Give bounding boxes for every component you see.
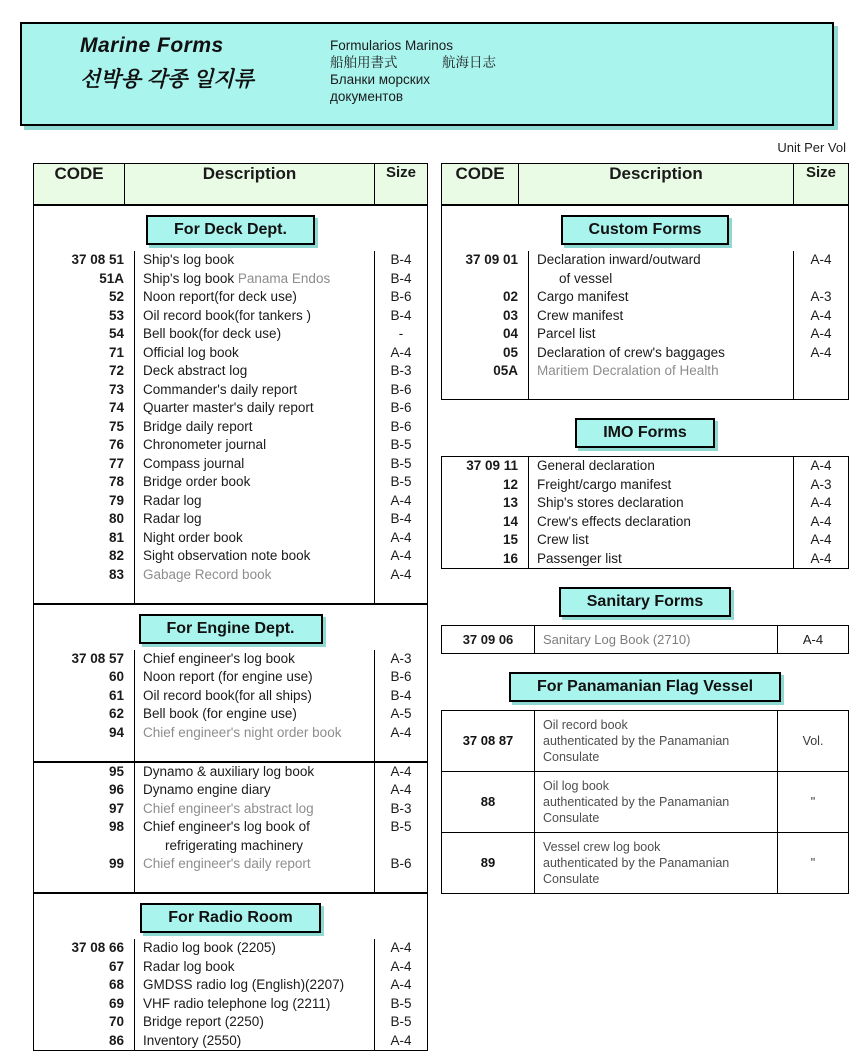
row-code: 61 — [108, 687, 124, 703]
row-size: " — [778, 833, 849, 894]
row-size: B-4 — [375, 510, 428, 529]
table-row — [34, 381, 427, 400]
row-desc-line1: Chief engineer's log book of — [143, 819, 310, 834]
row-desc: Ship's log book Panama Endos — [135, 270, 375, 289]
row-code: 70 — [108, 1014, 124, 1029]
row-desc: Bridge daily report — [135, 418, 375, 437]
table-row — [34, 399, 427, 418]
row-code: 81 — [108, 529, 124, 545]
row-desc: Sight observation note book — [135, 547, 375, 566]
row-size: A-3 — [794, 476, 849, 495]
row-desc-line1: Vessel crew log book — [543, 840, 661, 854]
table-row — [34, 270, 427, 289]
row-code: 04 — [502, 326, 518, 341]
row-code: 37 09 06 — [442, 626, 535, 654]
row-size: A-4 — [375, 566, 428, 585]
table-row — [34, 1032, 427, 1051]
row-size: B-6 — [375, 381, 428, 400]
row-desc-line3: Consulate — [543, 750, 600, 764]
row-size: A-4 — [375, 763, 428, 782]
row-code: 94 — [108, 724, 124, 740]
row-desc: Maritiem Decralation of Health — [529, 362, 794, 381]
row-code: 71 — [108, 344, 124, 360]
row-size: A-4 — [794, 251, 849, 288]
row-desc-line2: of vessel — [559, 270, 613, 286]
section-title-deck-dept: For Deck Dept. — [146, 215, 315, 245]
column-header-code: CODE — [442, 164, 519, 205]
title-russian-line2: документов — [330, 89, 403, 104]
row-code: 37 08 57 — [71, 650, 124, 666]
row-code: 37 09 11 — [466, 458, 518, 473]
row-desc: Chief engineer's log book — [135, 650, 375, 669]
row-code: 82 — [108, 548, 124, 563]
table-row — [34, 547, 427, 566]
row-code: 52 — [108, 289, 124, 304]
row-desc: Dynamo & auxiliary log book — [135, 763, 375, 782]
section-title-wrap-deck — [34, 206, 427, 251]
table-row — [34, 529, 427, 548]
table-row — [34, 818, 427, 855]
row-desc-line3: Consulate — [543, 811, 600, 825]
page-title-en: Marine Forms — [80, 34, 224, 57]
section-title-wrap-radio — [34, 894, 427, 939]
row-desc: Noon report(for deck use) — [135, 288, 375, 307]
row-code: 67 — [108, 958, 124, 974]
title-spanish: Formularios Marinos — [330, 38, 454, 53]
row-size: B-3 — [375, 362, 428, 381]
row-size: B-5 — [375, 818, 428, 855]
section-title-engine-dept: For Engine Dept. — [139, 614, 323, 644]
row-code: 53 — [108, 307, 124, 323]
row-code: 60 — [108, 669, 124, 684]
section-deck-dept — [33, 205, 428, 604]
section-title-radio-room: For Radio Room — [140, 903, 320, 933]
table-row — [34, 668, 427, 687]
row-desc: Dynamo engine diary — [135, 781, 375, 800]
row-code: 02 — [502, 289, 518, 304]
section-engine-dept — [33, 604, 428, 762]
row-code: 69 — [108, 995, 124, 1011]
row-code: 37 09 01 — [465, 252, 518, 267]
row-code: 88 — [442, 772, 535, 833]
row-size: B-5 — [375, 473, 428, 492]
table-row — [34, 362, 427, 381]
table-row — [34, 995, 427, 1014]
section-engine-dept-group2 — [33, 762, 428, 894]
row-size: Vol. — [778, 711, 849, 772]
row-size: B-5 — [375, 995, 428, 1014]
row-desc: Parcel list — [529, 325, 794, 344]
row-desc: Chief engineer's daily report — [135, 855, 375, 874]
row-size: B-4 — [375, 687, 428, 706]
section-title-wrap-engine — [34, 605, 427, 650]
row-desc: Official log book — [135, 344, 375, 363]
row-desc-line2: refrigerating machinery — [165, 837, 304, 853]
row-code: 80 — [108, 511, 124, 526]
row-code: 95 — [108, 763, 124, 779]
row-size — [794, 362, 849, 381]
engine-dept-items-group2 — [34, 763, 427, 893]
row-code: 76 — [108, 437, 124, 452]
row-desc: Radar log book — [135, 958, 375, 977]
section-imo-forms — [441, 456, 849, 569]
row-code: 77 — [108, 455, 124, 471]
table-row — [34, 781, 427, 800]
table-row — [34, 418, 427, 437]
row-size: A-4 — [375, 976, 428, 995]
row-code: 03 — [502, 307, 518, 323]
row-size: A-4 — [375, 492, 428, 511]
row-desc: Crew manifest — [529, 307, 794, 326]
row-desc — [535, 772, 778, 833]
table-row — [442, 513, 848, 532]
row-size: A-5 — [375, 705, 428, 724]
section-title-wrap-sanitary — [441, 587, 849, 625]
header-titles-left — [80, 34, 330, 93]
table-row — [442, 626, 849, 654]
row-desc — [135, 818, 375, 855]
section-title-wrap-panama — [441, 672, 849, 710]
row-desc — [535, 833, 778, 894]
deck-dept-items — [34, 251, 427, 603]
row-desc: Quarter master's daily report — [135, 399, 375, 418]
row-desc: Inventory (2550) — [135, 1032, 375, 1051]
row-size: A-4 — [794, 457, 849, 476]
row-desc: Crew list — [529, 531, 794, 550]
row-code: 74 — [108, 400, 124, 415]
section-title-wrap-custom — [442, 206, 848, 251]
row-desc: GMDSS radio log (English)(2207) — [135, 976, 375, 995]
table-row — [34, 855, 427, 874]
row-code: 05 — [502, 344, 518, 360]
radio-room-items — [34, 939, 427, 1050]
row-size: A-4 — [794, 494, 849, 513]
row-desc: Bell book(for deck use) — [135, 325, 375, 344]
row-code: 54 — [108, 326, 124, 341]
table-row — [34, 705, 427, 724]
table-row — [34, 650, 427, 669]
row-code: 37 08 87 — [442, 711, 535, 772]
table-row — [34, 344, 427, 363]
row-desc: Commander's daily report — [135, 381, 375, 400]
row-code: 37 08 51 — [71, 252, 124, 267]
row-desc: Night order book — [135, 529, 375, 548]
title-japanese-2: 航海日志 — [442, 55, 496, 70]
row-desc: Ship's log book — [135, 251, 375, 270]
table-row — [442, 325, 848, 344]
row-desc-line1: Oil record book — [543, 718, 628, 732]
table-row — [442, 531, 848, 550]
section-title-custom-forms: Custom Forms — [561, 215, 730, 245]
table-row — [34, 473, 427, 492]
column-header-code: CODE — [34, 164, 125, 205]
row-code: 72 — [108, 363, 124, 378]
panamanian-forms-table — [441, 710, 849, 894]
row-desc: Passenger list — [529, 550, 794, 569]
row-code: 97 — [108, 800, 124, 816]
table-row — [442, 833, 849, 894]
row-size: A-4 — [375, 939, 428, 958]
column-header-description: Description — [519, 164, 794, 205]
custom-forms-items — [442, 251, 848, 399]
row-code: 05A — [493, 363, 518, 378]
table-row — [34, 510, 427, 529]
row-size: A-4 — [375, 547, 428, 566]
table-row — [34, 687, 427, 706]
row-desc: Ship's stores declaration — [529, 494, 794, 513]
column-header-description: Description — [125, 164, 375, 205]
row-desc: Chronometer journal — [135, 436, 375, 455]
table-row — [442, 362, 848, 381]
table-row — [34, 763, 427, 782]
row-desc: Declaration of crew's baggages — [529, 344, 794, 363]
column-header-size: Size — [375, 164, 428, 205]
table-row — [34, 800, 427, 819]
row-code: 96 — [108, 782, 124, 797]
row-code: 16 — [502, 550, 518, 566]
row-size: A-4 — [375, 529, 428, 548]
sanitary-forms-table — [441, 625, 849, 654]
section-title-wrap-imo — [441, 418, 849, 456]
row-desc-line2: authenticated by the Panamanian — [543, 795, 730, 809]
row-size: B-4 — [375, 307, 428, 326]
row-desc: Deck abstract log — [135, 362, 375, 381]
row-desc: Noon report (for engine use) — [135, 668, 375, 687]
title-japanese: 船舶用書式 — [330, 55, 398, 70]
table-row — [34, 492, 427, 511]
row-size: B-5 — [375, 455, 428, 474]
table-row — [442, 772, 849, 833]
row-code: 13 — [502, 495, 518, 510]
table-row — [34, 1013, 427, 1032]
section-custom-forms — [441, 205, 849, 400]
engine-dept-items-group1 — [34, 650, 427, 761]
table-row — [442, 251, 848, 288]
header-titles-translations — [330, 34, 496, 105]
table-row — [34, 958, 427, 977]
row-size: A-4 — [375, 781, 428, 800]
table-row — [34, 724, 427, 743]
row-size: B-6 — [375, 668, 428, 687]
row-size: A-4 — [778, 626, 849, 654]
section-title-imo-forms: IMO Forms — [575, 418, 715, 448]
row-desc: General declaration — [529, 457, 794, 476]
row-desc: Oil record book(for tankers ) — [135, 307, 375, 326]
right-column — [441, 163, 849, 894]
unit-per-vol-note: Unit Per Vol — [777, 140, 846, 155]
row-code: 15 — [502, 532, 518, 547]
table-row — [34, 325, 427, 344]
row-desc: Chief engineer's abstract log — [135, 800, 375, 819]
row-size: A-4 — [794, 550, 849, 569]
table-row — [442, 344, 848, 363]
row-size: A-4 — [794, 531, 849, 550]
row-size: A-4 — [794, 307, 849, 326]
row-desc: Radio log book (2205) — [135, 939, 375, 958]
row-desc: Freight/cargo manifest — [529, 476, 794, 495]
section-title-panamanian-flag-vessel: For Panamanian Flag Vessel — [509, 672, 781, 702]
header-banner — [20, 22, 834, 126]
row-size: A-4 — [375, 1032, 428, 1051]
row-size: A-4 — [794, 325, 849, 344]
row-desc: Gabage Record book — [135, 566, 375, 585]
row-desc: Sanitary Log Book (2710) — [535, 626, 778, 654]
table-row — [34, 436, 427, 455]
row-size: A-4 — [794, 513, 849, 532]
row-desc — [529, 251, 794, 288]
table-row — [442, 476, 848, 495]
row-desc: Cargo manifest — [529, 288, 794, 307]
row-code: 68 — [108, 977, 124, 992]
row-desc: Bridge report (2250) — [135, 1013, 375, 1032]
row-desc: Radar log — [135, 510, 375, 529]
row-desc: Compass journal — [135, 455, 375, 474]
column-header-size: Size — [794, 164, 849, 205]
row-code: 75 — [108, 418, 124, 434]
row-code: 83 — [108, 566, 124, 582]
page-title-ko: 선박용 각종 일지류 — [80, 68, 254, 91]
row-code: 12 — [502, 476, 518, 492]
table-row — [442, 711, 849, 772]
row-code: 89 — [442, 833, 535, 894]
row-code: 98 — [108, 819, 124, 834]
table-row — [34, 288, 427, 307]
table-row — [34, 307, 427, 326]
left-table-header — [33, 163, 428, 205]
row-desc-line1: Oil log book — [543, 779, 610, 793]
table-row — [34, 455, 427, 474]
row-desc-line2: authenticated by the Panamanian — [543, 734, 730, 748]
row-desc-line2: authenticated by the Panamanian — [543, 856, 730, 870]
row-code: 78 — [108, 474, 124, 489]
row-desc: Chief engineer's night order book — [135, 724, 375, 743]
row-size: B-6 — [375, 418, 428, 437]
row-size: A-4 — [375, 344, 428, 363]
row-desc-line1: Declaration inward/outward — [537, 252, 701, 267]
row-size: B-5 — [375, 1013, 428, 1032]
row-size: B-6 — [375, 855, 428, 874]
row-size: - — [375, 325, 428, 344]
row-size: A-4 — [375, 958, 428, 977]
table-row — [442, 494, 848, 513]
row-size: B-5 — [375, 436, 428, 455]
row-desc: Bridge order book — [135, 473, 375, 492]
row-code: 79 — [108, 492, 124, 508]
row-size: B-4 — [375, 270, 428, 289]
row-desc: Radar log — [135, 492, 375, 511]
row-code: 51A — [99, 270, 124, 286]
row-code: 99 — [108, 856, 124, 871]
row-code: 62 — [108, 706, 124, 721]
table-row — [442, 307, 848, 326]
row-size: B-6 — [375, 288, 428, 307]
row-desc: Bell book (for engine use) — [135, 705, 375, 724]
row-code: 14 — [502, 513, 518, 529]
row-size: A-4 — [794, 344, 849, 363]
row-size: B-4 — [375, 251, 428, 270]
left-column — [33, 163, 428, 1051]
table-row — [442, 457, 848, 476]
row-code: 73 — [108, 381, 124, 397]
section-title-sanitary-forms: Sanitary Forms — [559, 587, 731, 617]
row-desc-line3: Consulate — [543, 872, 600, 886]
row-size: A-3 — [794, 288, 849, 307]
table-row — [34, 566, 427, 585]
row-size: " — [778, 772, 849, 833]
title-russian-line1: Бланки морских — [330, 72, 430, 87]
row-desc: Oil record book(for all ships) — [135, 687, 375, 706]
row-desc: VHF radio telephone log (2211) — [135, 995, 375, 1014]
row-code: 37 08 66 — [71, 940, 124, 955]
imo-forms-items — [442, 457, 848, 568]
row-size: A-4 — [375, 724, 428, 743]
row-size: B-6 — [375, 399, 428, 418]
table-row — [34, 251, 427, 270]
row-size: B-3 — [375, 800, 428, 819]
row-size: A-3 — [375, 650, 428, 669]
section-radio-room — [33, 893, 428, 1051]
row-desc — [535, 711, 778, 772]
table-row — [442, 288, 848, 307]
right-table-header — [441, 163, 849, 205]
table-row — [442, 550, 848, 569]
row-desc: Crew's effects declaration — [529, 513, 794, 532]
table-row — [34, 976, 427, 995]
row-code: 86 — [108, 1032, 124, 1048]
table-row — [34, 939, 427, 958]
